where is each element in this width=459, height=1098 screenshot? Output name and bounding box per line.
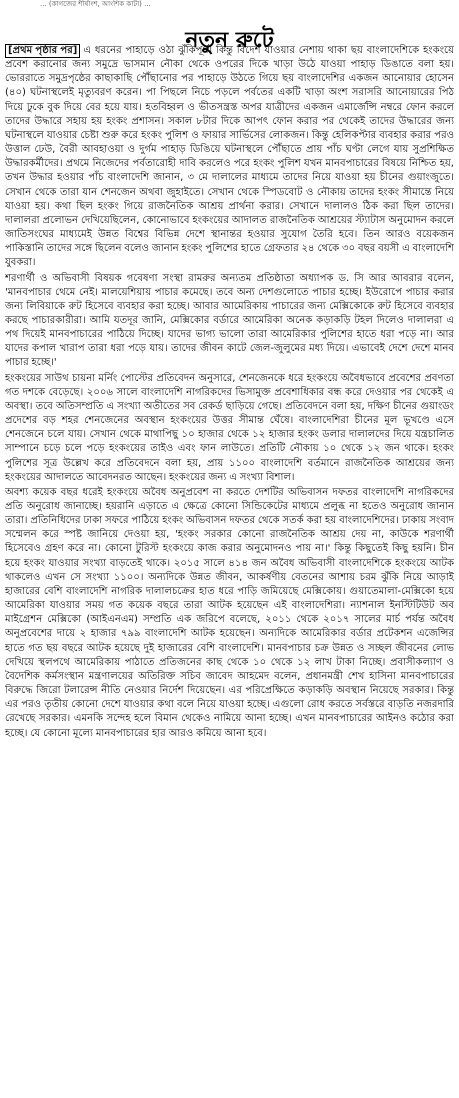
article-body bbox=[5, 44, 454, 1094]
article-headline: নতুন রুটে bbox=[185, 26, 274, 53]
article-paragraph-1 bbox=[5, 44, 454, 271]
article-paragraph-4: অবশ্য কয়েক বছর ধরেই হংকংয়ে অবৈধ অনুপ্রবেশ না করতে দেশটির অভিবাসন দফতর বাংলাদেশি নাগরিকদের প্রতি অনুরোধ জানাচ্ছে। হয়রানি এড়াতে এ ক্ষেত্রে কোনো সিন্ডিকেটের মাধ্যমে প্রলুব্ধ না হতেও অনুরোধ জানান তারা। প্রতিনিধিদের ঢাকা সফরে পাঠিয়ে হংকং অভিবাসন দফতর থেকে সতর্ক করা হয় বাংলাদেশিদের। ঢাকায় সংবাদ সম্মেলন করে স্পষ্ট জানিয়ে দেওয়া হয়, 'হংকং সরকার কোনো রাজনৈতিক আশ্রয় দেয় না, কাউকে শরণার্থী হিসেবেও গ্রহণ করে না। কোনো টুরিস্ট হংকংয়ে কাজ করার অনুমোদনও পায় না।' কিন্তু কিছুতেই কিছু হয়নি। চীন হয়ে হংকং যাওয়ার সংখ্যা বাড়তেই থাকে। ২০১৫ সালে ৪১৪ জন অবৈধ অভিবাসী বাংলাদেশিকে হংকংয়ে আটক থাকলেও এখন সে সংখ্যা ১১০০। অন্যদিকে উন্নত জীবন, আকর্ষণীয় বেতনের আশায় চরম ঝুঁকি নিয়ে আড়াই হাজারের বেশি বাংলাদেশি নাগরিক দালালচক্রের হাত ধরে পাড়ি জমিয়েছে মেক্সিকোয়। গুয়াতেমালা-মেক্সিকো হয়ে আমেরিকা যাওয়ার সময় গত কয়েক বছরে তারা আটক হয়েছেন এই বাংলাদেশিরা। ন্যাশনাল ইনস্টিটিউট অব মাইগ্রেশন মেক্সিকো (আইএনএম) সম্প্রতি এক জরিপে বলেছে, ২০১১ থেকে ২০১৭ সালের মার্চ পর্যন্ত অবৈধ অনুপ্রবেশের দায়ে ২ হাজার ৭৯৯ বাংলাদেশি আটক হয়েছেন। অন্যদিকে আমেরিকার বর্ডার প্রটেকশন এজেন্সির হাতে গত ছয় বছরে আটক হয়েছে দুই হাজারের বেশি বাংলাদেশি। মানবপাচার চক্র উন্নত ও সচ্ছল জীবনের লোভ দেখিয়ে স্থলপথে আমেরিকায় পাঠাতে প্রতিজনের কাছ থেকে ১০ থেকে ১২ লাখ টাকা নিচ্ছে। প্রবাসীকল্যাণ ও বৈদেশিক কর্মসংস্থান মন্ত্রণালয়ের অতিরিক্ত সচিব জাবেদ আহমেদ বলেন, প্রধানমন্ত্রী শেখ হাসিনা মানবপাচারের বিরুদ্ধে জিরো টলারেন্স নীতি নেওয়ার নির্দেশ দিয়েছেন। এর পরিপ্রেক্ষিতে কড়াকড়ি অবস্থান নিয়েছে সরকার। কিন্তু এর পরও তৃতীয় কোনো দেশে যাওয়ার কথা বলে নিয়ে যাওয়া হচ্ছে। এগুলো রোধ করতে সর্বস্তরে বাড়তি নজরদারি রেখেছে সরকার। এমনকি সন্দেহ হলে বিমান থেকেও নামিয়ে আনা হচ্ছে। এখন মানবপাচারের আইনও কঠোর করা হচ্ছে। যে কোনো মূল্যে মানবপাচারের হার আরও কমিয়ে আনা হবে। bbox=[5, 486, 454, 739]
article-paragraph-3: হংকংয়ের সাউথ চায়না মর্নিং পোস্টের প্রতিবেদন অনুসারে, শেনজেনকে ধরে হংকংয়ে অবৈধভাবে প্রবেশের প্রবণতা গত দশকে বেড়েছে। ২০০৬ সালে বাংলাদেশি নাগরিকদের ভিসামুক্ত প্রবেশাধিকার বন্ধ করে দেওয়ার পর থেকেই এ অবস্থা। তবে অতিসম্প্রতি এ সংখ্যা অতীতের সব রেকর্ড ছাড়িয়ে গেছে। প্রতিবেদনে বলা হয়, দক্ষিণ চীনের গুয়াংডং প্রদেশের বড় শহর শেনজেনের অবস্থান হংকংয়ের উত্তর সীমান্ত ঘেঁষে। বাংলাদেশিরা চীনের মূল ভূখণ্ডে এসে শেনজেনে চলে যায়। সেখান থেকে মাথাপিছু ১০ হাজার থেকে ১২ হাজার হংকং ডলার দালালদের দিয়ে যন্ত্রচালিত সাম্পানে চড়ে চলে পড়ে হংকংয়ের তাইও এবং ফান লাউতে। প্রতিটি নৌকায় ১০ থেকে ১২ জন থাকে। হংকং পুলিশের সূত্র উল্লেখ করে প্রতিবেদনে বলা হয়, প্রায় ১১০০ বাংলাদেশি বর্তমানে রাজনৈতিক আশ্রয়ের জন্য হংকংয়ের আদালতে আবেদনরত আছেন। হংকংয়ের জন্য এ সংখ্যা বিশাল। bbox=[5, 372, 454, 483]
jump-label: [প্রথম পৃষ্ঠার পর] bbox=[5, 44, 80, 58]
masthead-strip: ... (কাগজের শীর্ষাংশ, আংশিক কাটা) ... bbox=[40, 0, 151, 8]
article-paragraph-2: শরণার্থী ও অভিবাসী বিষয়ক গবেষণা সংস্থা রামরুর অন্যতম প্রতিষ্ঠাতা অধ্যাপক ড. সি আর আবরার বলেন, 'মানবপাচার থেমে নেই। মালয়েশিয়ায় পাচার কমেছে। তবে অন্য দেশগুলোতে পাচার হচ্ছে। ইউরোপে পাচার করার জন্য লিবিয়াকে রুট হিসেবে ব্যবহার করা হচ্ছে। আবার আমেরিকায় পাচারের জন্য মেক্সিকোকে রুট হিসেবে ব্যবহার করছে পাচারকারীরা। আমি যতদূর জানি, মেক্সিকোর বর্ডারে আমেরিকা অনেক কড়াকড়ি টহল দিলেও দালালরা এ পথ দিয়েই মানবপাচারের পাঠিয়ে দিচ্ছে। যাদের ভাগ্য ভালো তারা আমেরিকার পুলিশের হাতে ধরা পড়ে না। আর যাদের কপাল খারাপ তারা ধরা পড়ে যায়। তাদের জীবন কাটে জেল-জুলুমের মধ্য দিয়ে। এভাবেই দেশে দেশে মানব পাচার হচ্ছে।' bbox=[5, 272, 454, 369]
paragraph-text: এ ধরনের পাহাড়ে ওঠা ঝুঁকিপূর্ণ। কিন্তু বিদেশ যাওয়ার নেশায় থাকা ছয় বাংলাদেশিকে হংকংয়ে প্রবেশ করানোর জন্য সমুদ্রে ভাসমান নৌকা থেকে ওপরের দিকে খাড়া উঠে যাওয়া পাহাড় ডিঙাতে বলা হয়। ভোররাতে সমুদ্রপৃষ্ঠের কাছাকাছি পৌঁছানোর পর পাহাড়ে উঠতে গিয়ে ছয় বাংলাদেশির একজন আনোয়ার হোসেন (৪০) ঘটনাস্থলেই মৃত্যুবরণ করেন। পা পিছলে নিচে পড়লে পর্বতের একটি খাড়া অংশ সরাসরি আনোয়ারের পিঠ দিয়ে ঢুকে বুক দিয়ে বের হয়ে যায়। হতবিহ্বল ও ভীতসন্ত্রস্ত অপর যাত্রীদের একজন এমার্জেন্সি নম্বরে ফোন করলে তাদের উদ্ধারে সহায় হয় হংকং প্রশাসন। সকাল ৮টার দিকে আপৎ ফোন করার পর থেকেই তাদের উদ্ধারের জন্য ঘটনাস্থলে যাওয়ার চেষ্টা শুরু করে হংকং পুলিশ ও ফায়ার সার্ভিসের লোকজন। কিন্তু হেলিকপ্টার ব্যবহার করার পরও উত্তাল ঢেউ, বৈরী আবহাওয়া ও দুর্গম পাহাড় ডিঙিয়ে ঘটনাস্থলে পৌঁছাতে প্রায় পাঁচ ঘণ্টা লেগে যায় সুপ্রশিক্ষিত উদ্ধারকর্মীদের। প্রথমে নিজেদের পর্বতারোহী দাবি করলেও পরে হংকং পুলিশ যখন মানবপাচারের বিষয়ে নিশ্চিত হয়, তখন উদ্ধার হওয়ার পাঁচ বাংলাদেশি জানান, ৩ মে দালালের মাধ্যমে তাদের নিয়ে যাওয়া হয় চীনের গুয়াংজুতে। সেখান থেকে তারা যান শেনজেন অথবা জুহাইতে। সেখান থেকে স্পিডবোট ও নৌকায় তাদের হংকং সীমান্তে নিয়ে যাওয়া হয়। কথা ছিল হংকং গিয়ে রাজনৈতিক আশ্রয় প্রার্থনা করার। সেখানে দালালও ঠিক করা ছিল তাদের। দালালরা প্রলোভন দেখিয়েছিলেন, কোনোভাবে হংকংয়ের আদালত রাজনৈতিক আশ্রয়ের স্ট্যাটাস অনুমোদন করলে জাতিসংঘের মাধ্যমেই উন্নত বিশ্বের বিভিন্ন দেশে স্থানান্তর হওয়ার সুযোগ তৈরি হবে। তিন আরও বয়েকজন পাকিস্তানি তাদের সঙ্গে ছিলেন বলেও জানান হংকং পুলিশের হাতে গ্রেফতার ২৪ থেকে ৩০ বছর বয়সী এ বাংলাদেশি যুবকরা। bbox=[5, 45, 454, 269]
